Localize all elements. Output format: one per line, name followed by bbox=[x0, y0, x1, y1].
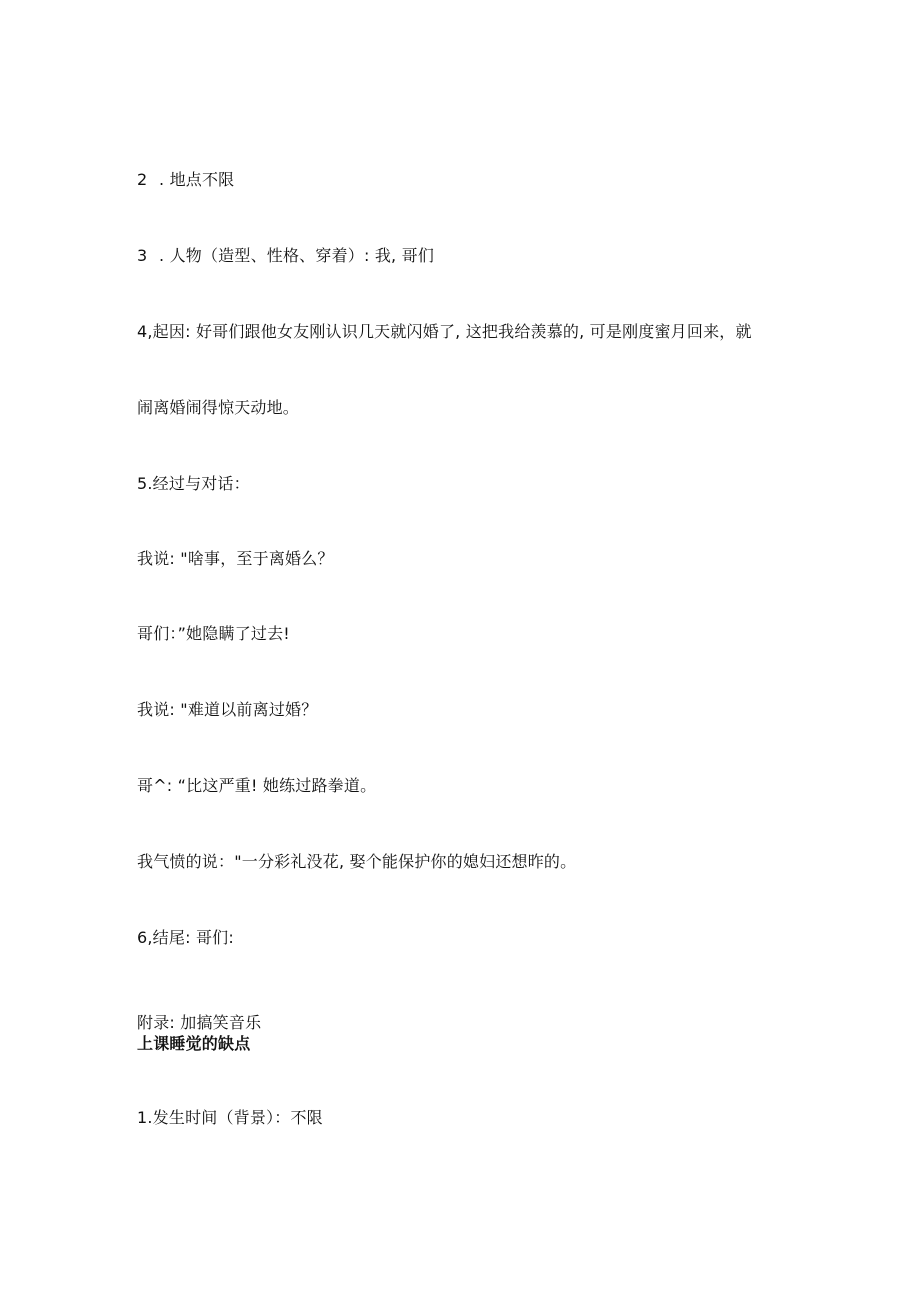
item-location bbox=[137, 170, 234, 190]
appendix-line: 附录: 加搞笑音乐 bbox=[137, 1013, 262, 1032]
item-time: 1.发生时间（背景）：不限 bbox=[137, 1108, 323, 1127]
dialogue-line: 我气愤的说："一分彩礼没花, 娶个能保护你的媳妇还想昨的。 bbox=[137, 852, 577, 871]
section-title: 上课睡觉的缺点 bbox=[137, 1034, 251, 1053]
item-cause: 4,起因: 好哥们跟他女友刚认识几天就闪婚了, 这把我给羡慕的, 可是刚度蜜月回来，就 bbox=[137, 322, 752, 341]
dialogue-line: 我说: "难道以前离过婚？ bbox=[137, 700, 318, 719]
item-characters bbox=[137, 246, 434, 266]
item-number: 3 bbox=[137, 246, 148, 265]
dialogue-line: 哥^: “比这严重! 她练过路拳道。 bbox=[137, 776, 377, 795]
item-text: . 人物（造型、性格、穿着）: 我, 哥们 bbox=[159, 246, 435, 265]
item-cause-continued: 闹离婚闹得惊天动地。 bbox=[137, 398, 300, 417]
item-text: . 地点不限 bbox=[159, 170, 235, 189]
item-number: 2 bbox=[137, 170, 148, 189]
dialogue-line: 哥们：”她隐瞒了过去! bbox=[137, 624, 290, 643]
dialogue-line: 我说: "啥事，至于离婚么？ bbox=[137, 549, 334, 568]
item-ending: 6,结尾: 哥们: bbox=[137, 928, 234, 947]
item-process-heading: 5.经过与对话： bbox=[137, 474, 250, 493]
